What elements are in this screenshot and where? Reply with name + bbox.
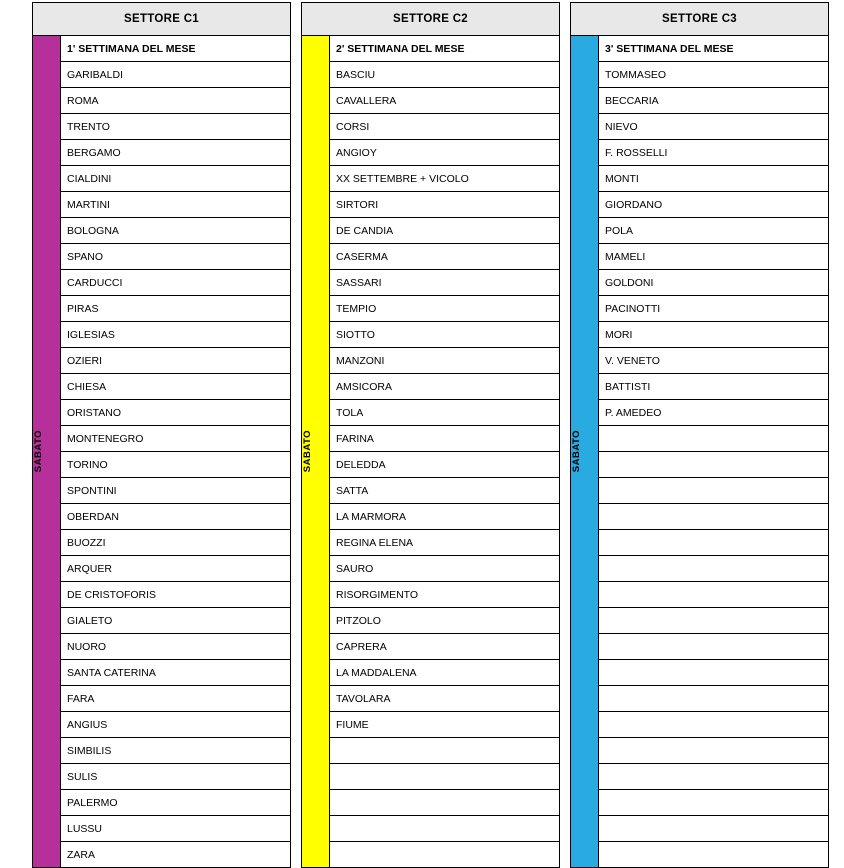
table-row <box>33 166 829 192</box>
street-cell: AMSICORA <box>330 374 560 400</box>
street-cell: PITZOLO <box>330 608 560 634</box>
table-row <box>33 140 829 166</box>
street-cell: TOMMASEO <box>599 62 829 88</box>
street-cell: NUORO <box>61 634 291 660</box>
street-cell: CARDUCCI <box>61 270 291 296</box>
street-cell: CAVALLERA <box>330 88 560 114</box>
table-row <box>33 426 829 452</box>
street-cell: SPONTINI <box>61 478 291 504</box>
street-cell: ZARA <box>61 842 291 868</box>
street-cell: TOLA <box>330 400 560 426</box>
week-title-1: 1' SETTIMANA DEL MESE <box>61 36 291 62</box>
street-cell: GIORDANO <box>599 192 829 218</box>
saturday-bar-2 <box>302 36 330 868</box>
empty-cell <box>599 842 829 868</box>
table-row <box>33 244 829 270</box>
table-row <box>33 816 829 842</box>
street-cell: TRENTO <box>61 114 291 140</box>
empty-cell <box>599 712 829 738</box>
street-cell: SASSARI <box>330 270 560 296</box>
street-cell: PIRAS <box>61 296 291 322</box>
street-cell: FARINA <box>330 426 560 452</box>
street-cell: ANGIUS <box>61 712 291 738</box>
week-title-row <box>33 36 829 62</box>
table-row <box>33 348 829 374</box>
table-row <box>33 530 829 556</box>
saturday-bar-3 <box>571 36 599 868</box>
street-cell: CASERMA <box>330 244 560 270</box>
table-row <box>33 660 829 686</box>
street-cell: MANZONI <box>330 348 560 374</box>
table-row <box>33 634 829 660</box>
saturday-label-2: SABATO <box>302 430 313 473</box>
empty-cell <box>599 764 829 790</box>
table-row <box>33 842 829 868</box>
street-cell: BASCIU <box>330 62 560 88</box>
street-cell: GARIBALDI <box>61 62 291 88</box>
street-cell: ROMA <box>61 88 291 114</box>
schedule-sheet <box>0 2 844 860</box>
empty-cell <box>599 608 829 634</box>
street-cell: FIUME <box>330 712 560 738</box>
street-cell: CORSI <box>330 114 560 140</box>
empty-cell <box>599 790 829 816</box>
empty-cell <box>599 738 829 764</box>
table-row <box>33 790 829 816</box>
empty-cell <box>599 530 829 556</box>
street-cell: LA MARMORA <box>330 504 560 530</box>
schedule-table <box>32 2 829 868</box>
street-cell: ARQUER <box>61 556 291 582</box>
street-cell: BERGAMO <box>61 140 291 166</box>
table-row <box>33 218 829 244</box>
header-row <box>33 3 829 36</box>
street-cell: CIALDINI <box>61 166 291 192</box>
header-spacer <box>291 3 302 36</box>
empty-cell <box>599 556 829 582</box>
street-cell: OZIERI <box>61 348 291 374</box>
street-cell: IGLESIAS <box>61 322 291 348</box>
empty-cell <box>330 842 560 868</box>
street-cell: GOLDONI <box>599 270 829 296</box>
table-row <box>33 738 829 764</box>
empty-cell <box>330 816 560 842</box>
street-cell: MARTINI <box>61 192 291 218</box>
empty-cell <box>330 790 560 816</box>
sector-header-2: SETTORE C2 <box>302 3 560 36</box>
street-cell: ORISTANO <box>61 400 291 426</box>
saturday-bar-1 <box>33 36 61 868</box>
street-cell: SANTA CATERINA <box>61 660 291 686</box>
empty-cell <box>330 738 560 764</box>
table-row <box>33 192 829 218</box>
table-row <box>33 296 829 322</box>
empty-cell <box>599 686 829 712</box>
sector-header-3: SETTORE C3 <box>571 3 829 36</box>
empty-cell <box>599 452 829 478</box>
empty-cell <box>330 764 560 790</box>
table-row <box>33 114 829 140</box>
table-row <box>33 478 829 504</box>
empty-cell <box>599 582 829 608</box>
street-cell: SPANO <box>61 244 291 270</box>
street-cell: TEMPIO <box>330 296 560 322</box>
table-row <box>33 62 829 88</box>
week-title-2: 2' SETTIMANA DEL MESE <box>330 36 560 62</box>
street-cell: MAMELI <box>599 244 829 270</box>
empty-cell <box>599 426 829 452</box>
table-row <box>33 686 829 712</box>
table-row <box>33 608 829 634</box>
table-row <box>33 322 829 348</box>
empty-cell <box>599 478 829 504</box>
column-gap <box>291 36 302 868</box>
street-cell: SAURO <box>330 556 560 582</box>
street-cell: SULIS <box>61 764 291 790</box>
street-cell: P. AMEDEO <box>599 400 829 426</box>
column-gap <box>560 36 571 868</box>
street-cell: CHIESA <box>61 374 291 400</box>
street-cell: BECCARIA <box>599 88 829 114</box>
street-cell: FARA <box>61 686 291 712</box>
street-cell: BATTISTI <box>599 374 829 400</box>
street-cell: F. ROSSELLI <box>599 140 829 166</box>
week-title-3: 3' SETTIMANA DEL MESE <box>599 36 829 62</box>
empty-cell <box>599 504 829 530</box>
street-cell: XX SETTEMBRE + VICOLO <box>330 166 560 192</box>
street-cell: RISORGIMENTO <box>330 582 560 608</box>
street-cell: PACINOTTI <box>599 296 829 322</box>
saturday-label-1: SABATO <box>33 430 44 473</box>
saturday-label-3: SABATO <box>571 430 582 473</box>
street-cell: SATTA <box>330 478 560 504</box>
street-cell: DELEDDA <box>330 452 560 478</box>
street-cell: CAPRERA <box>330 634 560 660</box>
street-cell: LUSSU <box>61 816 291 842</box>
street-cell: V. VENETO <box>599 348 829 374</box>
empty-cell <box>599 634 829 660</box>
street-cell: BOLOGNA <box>61 218 291 244</box>
empty-cell <box>599 816 829 842</box>
street-cell: OBERDAN <box>61 504 291 530</box>
header-spacer <box>560 3 571 36</box>
street-cell: MORI <box>599 322 829 348</box>
street-cell: DE CANDIA <box>330 218 560 244</box>
street-cell: MONTENEGRO <box>61 426 291 452</box>
table-row <box>33 88 829 114</box>
empty-cell <box>599 660 829 686</box>
street-cell: BUOZZI <box>61 530 291 556</box>
street-cell: ANGIOY <box>330 140 560 166</box>
street-cell: DE CRISTOFORIS <box>61 582 291 608</box>
table-row <box>33 712 829 738</box>
street-cell: TAVOLARA <box>330 686 560 712</box>
table-row <box>33 504 829 530</box>
table-row <box>33 556 829 582</box>
street-cell: TORINO <box>61 452 291 478</box>
table-row <box>33 582 829 608</box>
table-row <box>33 374 829 400</box>
street-cell: PALERMO <box>61 790 291 816</box>
street-cell: REGINA ELENA <box>330 530 560 556</box>
table-row <box>33 764 829 790</box>
street-cell: NIEVO <box>599 114 829 140</box>
street-cell: SIMBILIS <box>61 738 291 764</box>
sector-header-1: SETTORE C1 <box>33 3 291 36</box>
table-row <box>33 400 829 426</box>
street-cell: GIALETO <box>61 608 291 634</box>
table-row <box>33 452 829 478</box>
street-cell: SIOTTO <box>330 322 560 348</box>
street-cell: MONTI <box>599 166 829 192</box>
street-cell: LA MADDALENA <box>330 660 560 686</box>
table-row <box>33 270 829 296</box>
street-cell: POLA <box>599 218 829 244</box>
street-cell: SIRTORI <box>330 192 560 218</box>
